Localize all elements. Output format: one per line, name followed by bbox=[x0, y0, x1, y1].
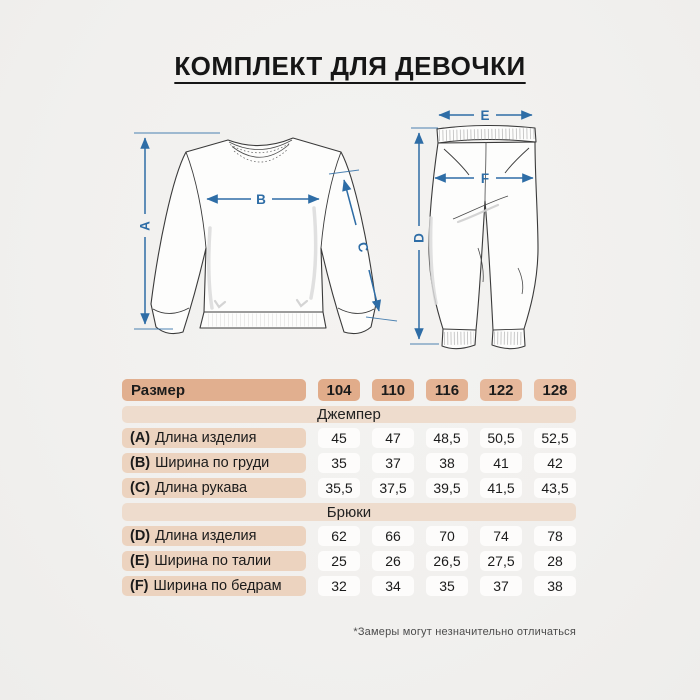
measure-letter-d: D bbox=[411, 233, 427, 243]
pants-diagram bbox=[398, 98, 563, 360]
measure-letter-tag: (C) bbox=[130, 479, 151, 496]
size-value-cell: 78 bbox=[534, 526, 576, 546]
size-column-header-116: 116 bbox=[426, 379, 468, 401]
measure-row-label-b bbox=[122, 453, 306, 473]
size-column-header-110: 110 bbox=[372, 379, 414, 401]
footnote: *Замеры могут незначительно отличаться bbox=[353, 626, 576, 638]
size-value-cell: 42 bbox=[534, 453, 576, 473]
sweater-outline bbox=[151, 138, 376, 334]
size-value-cell: 41 bbox=[480, 453, 522, 473]
size-value-cell: 47 bbox=[372, 428, 414, 448]
size-value-cell: 35 bbox=[318, 453, 360, 473]
size-value-cell: 28 bbox=[534, 551, 576, 571]
measure-row-label-f bbox=[122, 576, 306, 596]
measure-row-label-d bbox=[122, 526, 306, 546]
measure-letter-tag: (B) bbox=[130, 454, 151, 471]
size-value-cell: 52,5 bbox=[534, 428, 576, 448]
size-value-cell: 38 bbox=[426, 453, 468, 473]
size-value-cell: 45 bbox=[318, 428, 360, 448]
size-value-cell: 66 bbox=[372, 526, 414, 546]
size-value-cell: 43,5 bbox=[534, 478, 576, 498]
measure-letter-tag: (E) bbox=[130, 552, 150, 569]
size-value-cell: 37,5 bbox=[372, 478, 414, 498]
size-value-cell: 70 bbox=[426, 526, 468, 546]
measure-letter-tag: (F) bbox=[130, 577, 149, 594]
measure-arrow-d bbox=[412, 133, 427, 339]
size-value-cell: 41,5 bbox=[480, 478, 522, 498]
size-value-cell: 27,5 bbox=[480, 551, 522, 571]
measure-letter-tag: (D) bbox=[130, 527, 151, 544]
size-value-cell: 26 bbox=[372, 551, 414, 571]
measure-name: Ширина по бедрам bbox=[153, 577, 282, 594]
size-value-cell: 62 bbox=[318, 526, 360, 546]
measure-name: Длина изделия bbox=[155, 429, 257, 446]
size-value-cell: 35 bbox=[426, 576, 468, 596]
measure-letter-b: B bbox=[256, 192, 266, 207]
measure-row-label-c bbox=[122, 478, 306, 498]
size-value-cell: 38 bbox=[534, 576, 576, 596]
measure-name: Длина изделия bbox=[155, 527, 257, 544]
size-value-cell: 32 bbox=[318, 576, 360, 596]
measure-row-label-e bbox=[122, 551, 306, 571]
size-table bbox=[122, 379, 576, 596]
size-value-cell: 48,5 bbox=[426, 428, 468, 448]
section-header-jumper: Джемпер bbox=[122, 406, 576, 423]
size-value-cell: 35,5 bbox=[318, 478, 360, 498]
size-value-cell: 74 bbox=[480, 526, 522, 546]
page-title bbox=[0, 51, 700, 82]
size-value-cell: 37 bbox=[372, 453, 414, 473]
size-table-header-label: Размер bbox=[122, 379, 306, 401]
page-title-text: КОМПЛЕКТ ДЛЯ ДЕВОЧКИ bbox=[174, 51, 526, 81]
measure-name: Ширина по талии bbox=[154, 552, 272, 569]
measure-letter-f: F bbox=[480, 171, 490, 186]
size-value-cell: 25 bbox=[318, 551, 360, 571]
measure-letter-e: E bbox=[480, 108, 490, 123]
measure-letter-c: C bbox=[354, 240, 372, 254]
sweater-diagram bbox=[120, 108, 400, 353]
size-column-header-128: 128 bbox=[534, 379, 576, 401]
measure-name: Длина рукава bbox=[155, 479, 248, 496]
measure-arrow-a bbox=[138, 138, 153, 324]
size-value-cell: 39,5 bbox=[426, 478, 468, 498]
measure-arrow-e bbox=[439, 108, 532, 123]
size-value-cell: 26,5 bbox=[426, 551, 468, 571]
measure-letter-a: A bbox=[137, 221, 153, 231]
measure-letter-tag: (A) bbox=[130, 429, 151, 446]
size-column-header-104: 104 bbox=[318, 379, 360, 401]
waistband bbox=[437, 125, 536, 143]
size-column-header-122: 122 bbox=[480, 379, 522, 401]
size-value-cell: 37 bbox=[480, 576, 522, 596]
measure-name: Ширина по груди bbox=[155, 454, 270, 471]
measure-row-label-a bbox=[122, 428, 306, 448]
section-header-pants: Брюки bbox=[122, 503, 576, 521]
size-value-cell: 34 bbox=[372, 576, 414, 596]
size-value-cell: 50,5 bbox=[480, 428, 522, 448]
